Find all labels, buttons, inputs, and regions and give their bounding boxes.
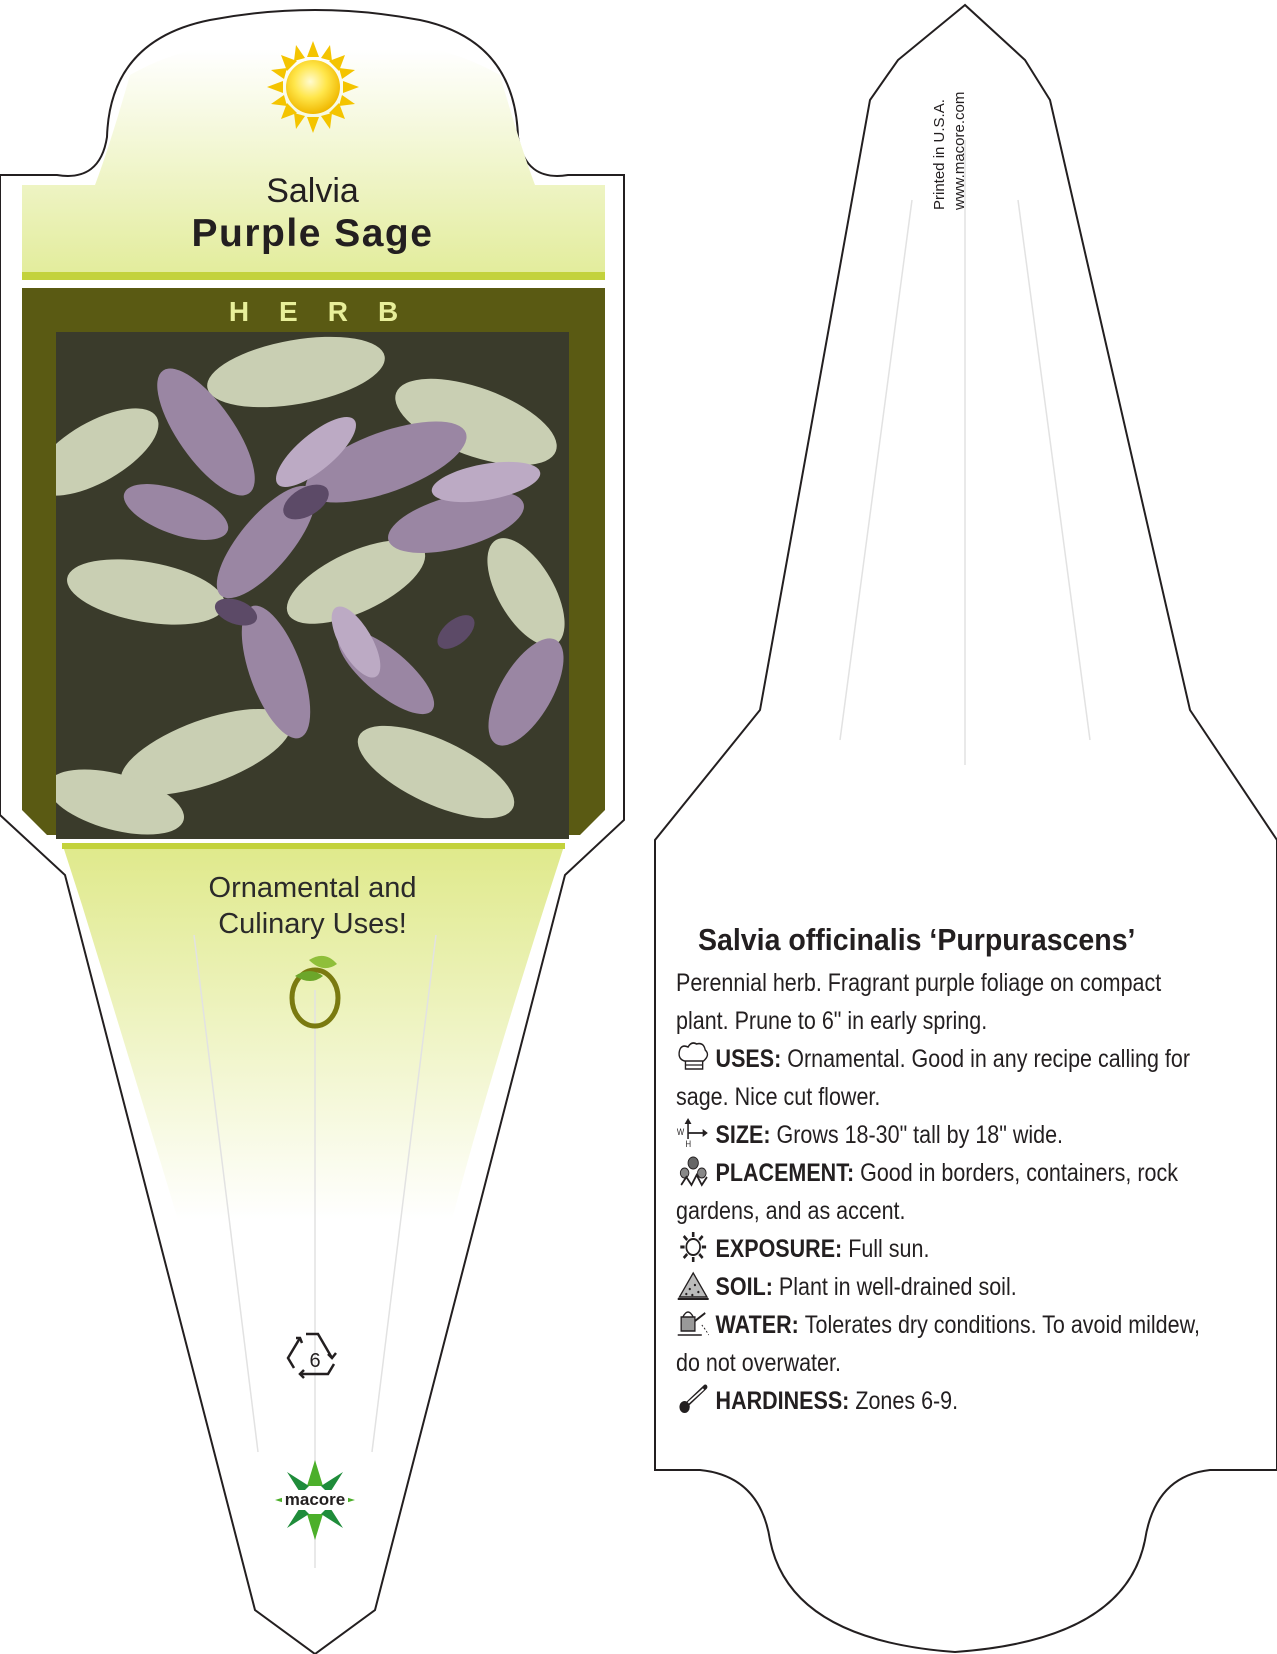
fold-line: [1018, 200, 1090, 740]
plant-photo: [20, 325, 580, 847]
flowers-icon: [676, 1155, 710, 1187]
botanical-name: Salvia officinalis ‘Purpurascens’: [698, 922, 1136, 957]
section-soil: [676, 1268, 1209, 1306]
plant-category: HERB: [228, 296, 429, 327]
front-tagline: [140, 870, 485, 942]
svg-text:H: H: [685, 1138, 692, 1149]
placement-label: PLACEMENT:: [715, 1159, 855, 1187]
back-info: [676, 922, 1236, 1420]
fold-line: [840, 200, 912, 740]
plant-variety: Purple Sage: [191, 212, 434, 255]
water-label: WATER:: [715, 1311, 799, 1339]
lime-band: [22, 272, 605, 280]
brand-name: macore: [284, 1490, 346, 1509]
exposure-text: Full sun.: [848, 1235, 930, 1263]
placement-text: Good in borders, containers, rock gardens, and as accent.: [676, 1159, 1178, 1225]
soil-icon: [676, 1269, 710, 1301]
section-water: [676, 1306, 1209, 1382]
size-label: SIZE:: [715, 1121, 771, 1149]
plant-genus: Salvia: [266, 172, 359, 210]
section-size: [676, 1116, 1209, 1154]
uses-text: Ornamental. Good in any recipe calling for sage. Nice cut flower.: [676, 1045, 1190, 1111]
printed-line-1: Printed in U.S.A.: [931, 99, 948, 210]
soil-text: Plant in well-drained soil.: [778, 1273, 1017, 1301]
recycle-number: 6: [309, 1350, 321, 1372]
svg-text:W: W: [676, 1126, 685, 1138]
thermometer-icon: [676, 1383, 710, 1415]
section-exposure: [676, 1230, 1209, 1268]
exposure-label: EXPOSURE:: [715, 1235, 843, 1263]
printed-line-2: www.macore.com: [951, 91, 968, 210]
hardiness-text: Zones 6-9.: [855, 1387, 959, 1415]
section-hardiness: [676, 1382, 1209, 1420]
lime-band-lower: [62, 843, 565, 849]
uses-label: USES:: [715, 1045, 782, 1073]
sun-icon: [676, 1231, 710, 1263]
tagline-line-2: Culinary Uses!: [218, 908, 407, 940]
water-text: Tolerates dry conditions. To avoid mildew, do not overwater.: [676, 1311, 1200, 1377]
chef-hat-icon: [676, 1041, 710, 1073]
printed-note: [930, 92, 970, 210]
section-placement: [676, 1154, 1209, 1230]
soil-label: SOIL:: [715, 1273, 773, 1301]
section-uses: [676, 1040, 1209, 1116]
size-arrows-icon: [676, 1117, 710, 1149]
tagline-line-1: Ornamental and: [208, 872, 417, 904]
hardiness-label: HARDINESS:: [715, 1387, 850, 1415]
size-text: Grows 18-30" tall by 18" wide.: [776, 1121, 1064, 1149]
description: Perennial herb. Fragrant purple foliage on compact plant. Prune to 6" in early spring.: [676, 969, 1162, 1035]
watering-can-icon: [676, 1307, 710, 1339]
